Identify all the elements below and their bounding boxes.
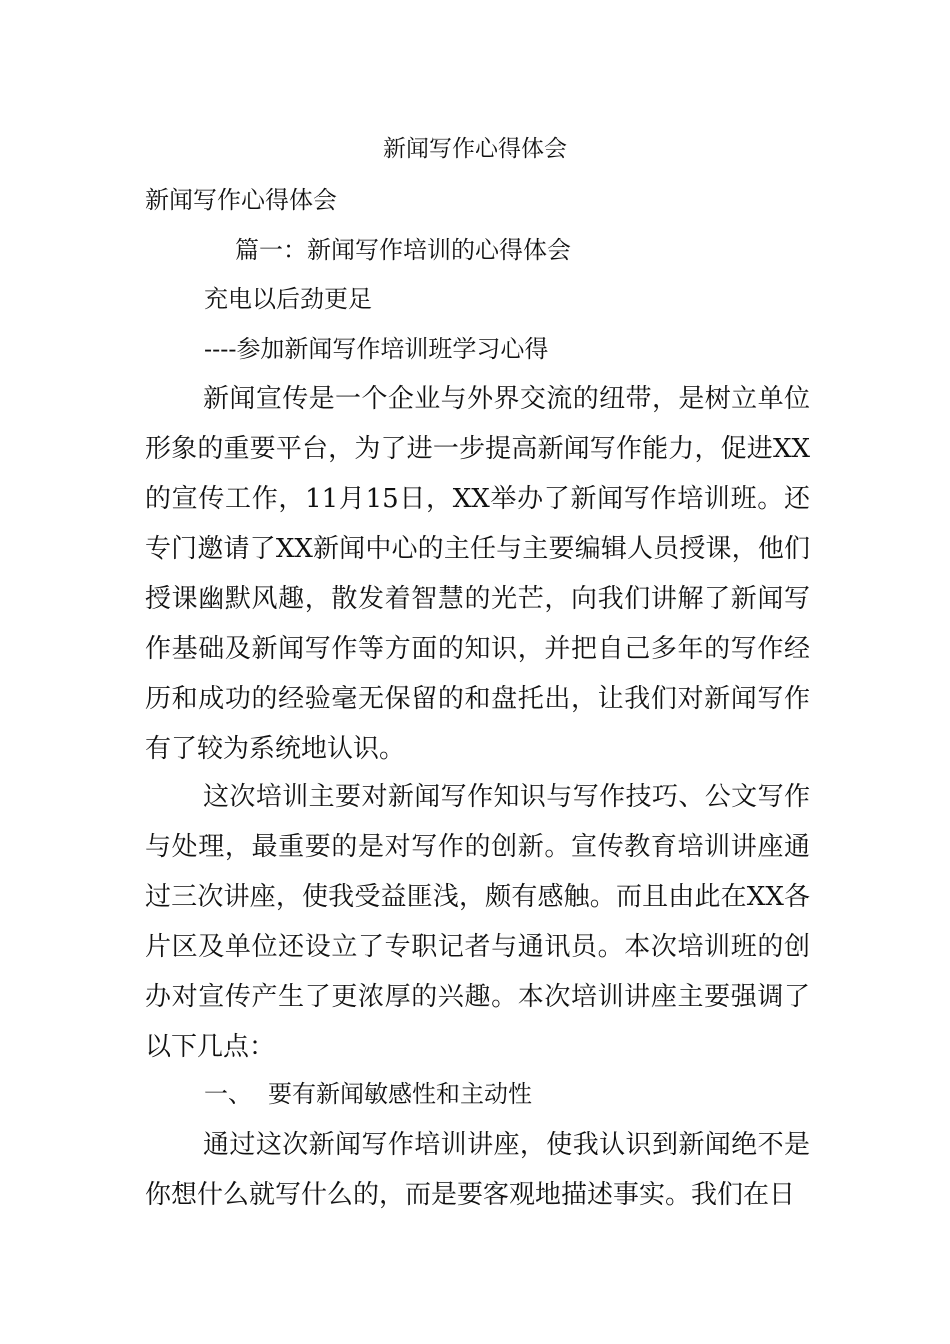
point-number: 一、 (204, 1080, 252, 1108)
document-title: 新闻写作心得体会 (383, 136, 567, 162)
article-title: 充电以后劲更足 (204, 285, 372, 313)
point-text: 要有新闻敏感性和主动性 (268, 1080, 532, 1108)
section-title: 篇一：新闻写作培训的心得体会 (235, 236, 571, 264)
document-subtitle: 新闻写作心得体会 (145, 186, 337, 214)
body-paragraph-2: 这次培训主要对新闻写作知识与写作技巧、公文写作与处理，最重要的是对写作的创新。宣传教育培训讲座通过三次讲座，使我受益匪浅，颇有感触。而且由此在XX各片区及单位还设立了专职记者与通讯员。本次培训班的创办对宣传产生了更浓厚的兴趣。本次培训讲座主要强调了以下几点： (145, 782, 810, 1062)
body-paragraph-1: 新闻宣传是一个企业与外界交流的纽带，是树立单位形象的重要平台，为了进一步提高新闻写作能力，促进XX的宣传工作，11月15日，XX举办了新闻写作培训班。还专门邀请了XX新闻中心的主任与主要编辑人员授课，他们授课幽默风趣，散发着智慧的光芒，向我们讲解了新闻写作基础及新闻写作等方面的知识，并把自己多年的写作经历和成功的经验毫无保留的和盘托出，让我们对新闻写作有了较为系统地认识。 (145, 384, 810, 764)
article-subtitle: ----参加新闻写作培训班学习心得 (204, 335, 549, 363)
point-heading-1 (204, 1082, 532, 1106)
body-paragraph-3: 通过这次新闻写作培训讲座，使我认识到新闻绝不是你想什么就写什么的，而是要客观地描述事实。我们在日 (145, 1130, 810, 1210)
